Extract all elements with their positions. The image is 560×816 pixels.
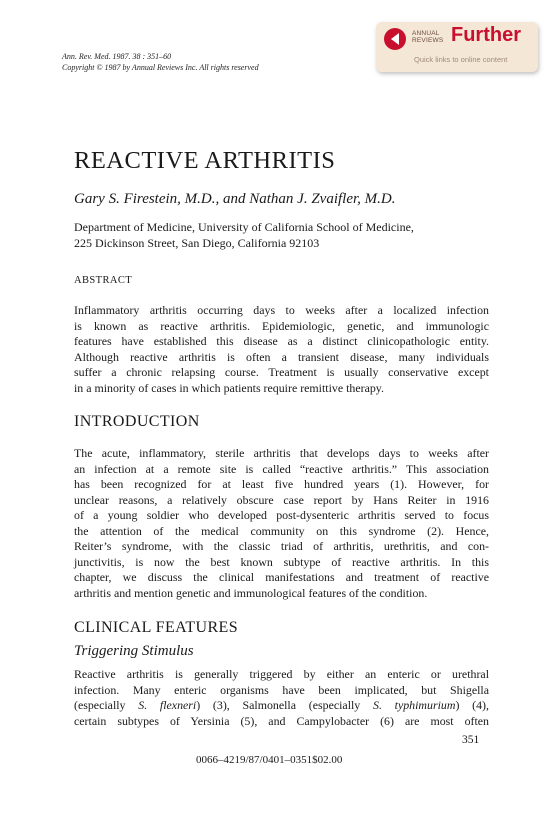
banner-further-label[interactable]: Further: [451, 24, 521, 46]
text-line: in a minority of cases in which patients require remittive therapy.: [74, 380, 384, 395]
play-circle-icon: [384, 28, 406, 50]
species-name: S. flexneri: [138, 698, 197, 712]
text-line: is known as reactive arthritis. Epidemiologic, genetic, and immunologic: [74, 318, 489, 333]
abstract-paragraph: [74, 303, 489, 396]
text-line: suffer a chronic relapsing course. Treatment is usually conservative except: [74, 365, 489, 379]
banner-reviews-text: REVIEWS: [412, 37, 444, 44]
affiliation-line: Department of Medicine, University of California School of Medicine,: [74, 220, 414, 234]
text-line: the attention of the medical community on this syndrome (2). Hence,: [74, 523, 489, 538]
text-line: certain subtypes of Yersinia (5), and Campylobacter (6) are most often: [74, 713, 489, 728]
citation-block: [62, 51, 362, 73]
introduction-heading: INTRODUCTION: [74, 413, 200, 430]
text-line: Although reactive arthritis is often a transient disease, many individuals: [74, 349, 489, 364]
text-line: junctivitis, is now the best known subtype of reactive arthritis. In this: [74, 554, 489, 569]
affiliation-line: 225 Dickinson Street, San Diego, California 92103: [74, 236, 320, 250]
page-number: 351: [462, 734, 480, 746]
text-line: arthritis and mention genetic and immunological features of the condition.: [74, 585, 428, 600]
text-run: ) (4),: [455, 698, 489, 712]
text-line: an infection at a remote site is called “reactive arthritis.” This association: [74, 461, 489, 476]
text-line: chapter, we discuss the clinical manifestations and treatment of reactive: [74, 570, 489, 584]
article-authors: Gary S. Firestein, M.D., and Nathan J. Zvaifler, M.D.: [74, 191, 396, 207]
species-name: S. typhimurium: [373, 698, 456, 712]
triggering-paragraph: [74, 667, 489, 729]
article-title: REACTIVE ARTHRITIS: [74, 147, 336, 174]
citation-copyright: Copyright © 1987 by Annual Reviews Inc. All rights reserved: [62, 63, 259, 72]
clinical-features-heading: CLINICAL FEATURES: [74, 619, 238, 636]
abstract-heading: ABSTRACT: [74, 275, 133, 286]
author-affiliation: [74, 219, 414, 251]
text-line: infection. Many enteric organisms have been implicated, but Shigella: [74, 682, 489, 697]
text-line: Inflammatory arthritis occurring days to weeks after a localized infection: [74, 303, 489, 317]
introduction-paragraph: [74, 446, 489, 601]
banner-annual-text: ANNUAL: [412, 30, 440, 37]
text-line: [74, 698, 489, 714]
banner-publisher: [412, 30, 443, 44]
text-line: The acute, inflammatory, sterile arthritis that develops days to weeks after: [74, 446, 489, 460]
text-line: of a young soldier who developed post-dysenteric arthritis served to focus: [74, 508, 489, 522]
text-line: Reiter’s syndrome, with the classic triad of arthritis, urethritis, and con-: [74, 539, 489, 553]
text-line: has been recognized for at least five hundred years (1). However, for: [74, 477, 489, 491]
footer-code: 0066–4219/87/0401–0351$02.00: [196, 754, 343, 766]
text-run: (especially: [74, 698, 139, 712]
text-line: features have established this disease as a distinct clinicopathologic entity.: [74, 334, 489, 348]
triggering-stimulus-heading: Triggering Stimulus: [74, 643, 194, 659]
text-run: ) (3), Salmonella (especially: [196, 698, 373, 712]
further-banner[interactable]: [376, 22, 538, 72]
text-line: unclear reasons, a relatively obscure case report by Hans Reiter in 1916: [74, 492, 489, 507]
banner-subtitle[interactable]: Quick links to online content: [414, 55, 508, 64]
text-line: Reactive arthritis is generally triggered by either an enteric or urethral: [74, 667, 489, 681]
citation-journal: Ann. Rev. Med. 1987. 38 : 351–60: [62, 52, 172, 61]
